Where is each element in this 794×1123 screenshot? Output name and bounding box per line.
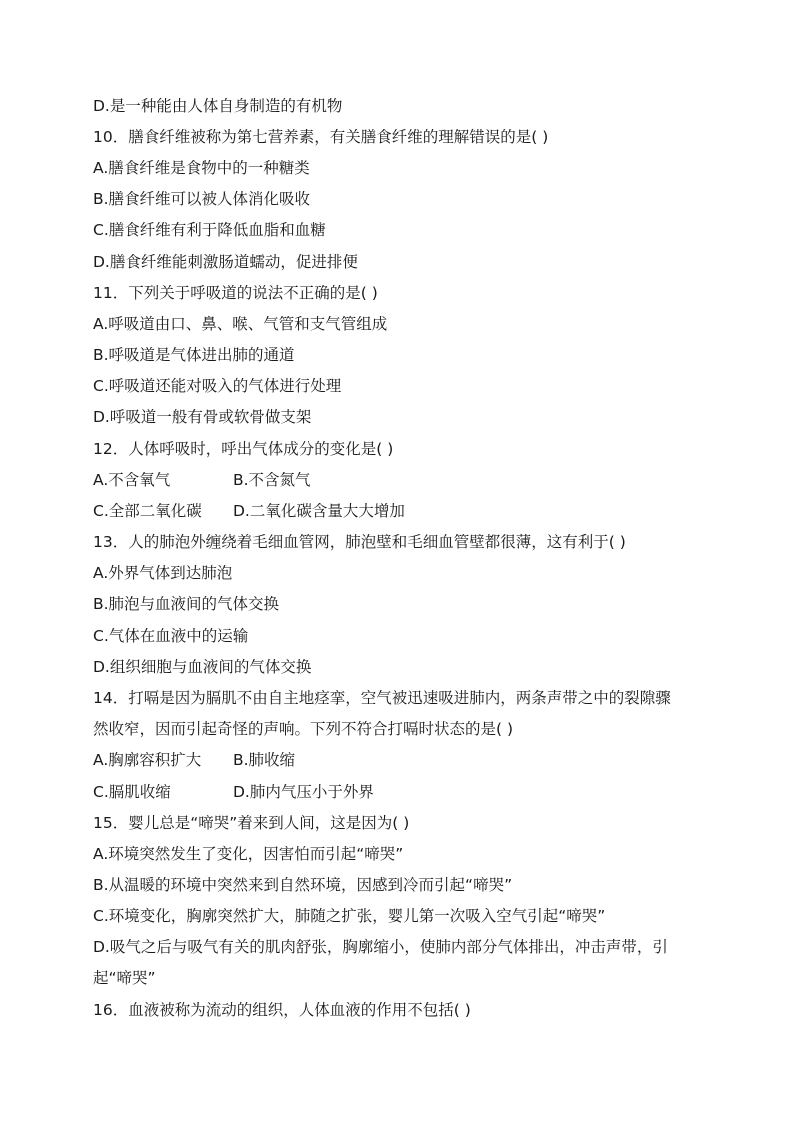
- question-11: 11．下列关于呼吸道的说法不正确的是( ): [93, 284, 378, 302]
- q15-option-a: A.环境突然发生了变化，因害怕而引起“啼哭”: [93, 845, 404, 863]
- question-15: 15．婴儿总是“啼哭”着来到人间，这是因为( ): [93, 814, 410, 832]
- q15-option-d-line-1: D.吸气之后与吸气有关的肌肉舒张，胸廓缩小，使肺内部分气体排出，冲击声带，引: [93, 938, 668, 956]
- q10-option-d: D.膳食纤维能刺激肠道蠕动，促进排便: [93, 253, 358, 271]
- q14-option-d: D.肺内气压小于外界: [233, 783, 374, 801]
- q13-option-b: B.肺泡与血液间的气体交换: [93, 595, 280, 613]
- q12-option-d: D.二氧化碳含量大大增加: [233, 502, 405, 520]
- q14-option-b: B.肺收缩: [233, 751, 296, 769]
- q12-options-row-2: [93, 501, 405, 521]
- question-10: 10．膳食纤维被称为第七营养素，有关膳食纤维的理解错误的是( ): [93, 128, 549, 146]
- q13-option-d: D.组织细胞与血液间的气体交换: [93, 658, 312, 676]
- q12-option-a: A.不含氧气: [93, 471, 171, 489]
- q10-option-c: C.膳食纤维有利于降低血脂和血糖: [93, 221, 326, 239]
- question-12: 12．人体呼吸时，呼出气体成分的变化是( ): [93, 440, 394, 458]
- q12-option-c: C.全部二氧化碳: [93, 502, 202, 520]
- q15-option-b: B.从温暖的环境中突然来到自然环境，因感到冷而引起“啼哭”: [93, 876, 513, 894]
- question-14-line-1: 14．打嗝是因为膈肌不由自主地痉挛，空气被迅速吸进肺内，两条声带之中的裂隙骤: [93, 689, 671, 707]
- q14-option-a: A.胸廓容积扩大: [93, 751, 202, 769]
- q10-option-b: B.膳食纤维可以被人体消化吸收: [93, 190, 311, 208]
- q11-option-b: B.呼吸道是气体进出肺的通道: [93, 346, 295, 364]
- q11-option-a: A.呼吸道由口、鼻、喉、气管和支气管组成: [93, 315, 388, 333]
- q11-option-d: D.呼吸道一般有骨或软骨做支架: [93, 408, 312, 426]
- q14-options-row-1: [93, 750, 296, 770]
- q11-option-c: C.呼吸道还能对吸入的气体进行处理: [93, 377, 342, 395]
- q14-options-row-2: [93, 782, 374, 802]
- q12-options-row-1: [93, 470, 311, 490]
- q12-option-b: B.不含氮气: [233, 471, 311, 489]
- question-13: 13．人的肺泡外缠绕着毛细血管网，肺泡壁和毛细血管壁都很薄，这有利于( ): [93, 533, 626, 551]
- q9-option-d: D.是一种能由人体自身制造的有机物: [93, 97, 343, 115]
- q15-option-c: C.环境变化，胸廓突然扩大，肺随之扩张，婴儿第一次吸入空气引起“啼哭”: [93, 907, 606, 925]
- q13-option-c: C.气体在血液中的运输: [93, 627, 249, 645]
- q13-option-a: A.外界气体到达肺泡: [93, 564, 233, 582]
- question-14-line-2: 然收窄，因而引起奇怪的声响。下列不符合打嗝时状态的是( ): [93, 720, 514, 738]
- q15-option-d-line-2: 起“啼哭”: [93, 969, 156, 987]
- q10-option-a: A.膳食纤维是食物中的一种糖类: [93, 159, 310, 177]
- q14-option-c: C.膈肌收缩: [93, 783, 171, 801]
- question-16: 16．血液被称为流动的组织，人体血液的作用不包括( ): [93, 1001, 471, 1019]
